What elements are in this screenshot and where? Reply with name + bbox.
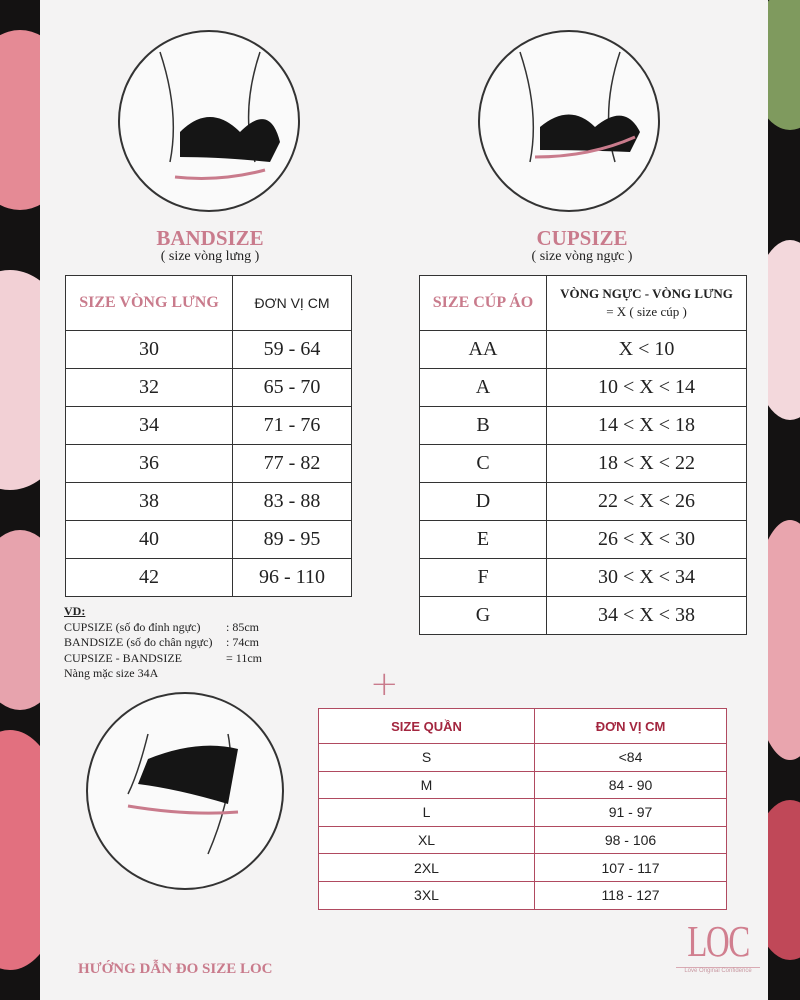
example-conclusion: Nàng mặc size 34A (64, 666, 159, 680)
table-row (420, 597, 747, 635)
table-cell: M (319, 771, 535, 799)
table-row (420, 331, 747, 369)
example-line (64, 651, 262, 667)
table-cell: X < 10 (547, 331, 747, 369)
cupsize-subtitle: ( size vòng ngực ) (531, 249, 633, 264)
table-row (66, 483, 352, 521)
table-row (66, 559, 352, 597)
table-cell: 91 - 97 (535, 799, 727, 827)
table-cell: 65 - 70 (233, 369, 352, 407)
example-value: = 11cm (226, 650, 262, 665)
plus-decoration: + (370, 664, 399, 704)
table-cell: 14 < X < 18 (547, 407, 747, 445)
column-header: SIZE QUẦN (319, 709, 535, 744)
cupsize-title: CUPSIZE (536, 226, 628, 250)
table-row (319, 771, 727, 799)
example-label: VD: (64, 604, 86, 618)
bandsize-table (65, 275, 352, 597)
table-row (420, 407, 747, 445)
table-row (420, 445, 747, 483)
table-row (420, 369, 747, 407)
table-cell: D (420, 483, 547, 521)
table-row (319, 826, 727, 854)
example-term: CUPSIZE - BANDSIZE (64, 650, 183, 665)
table-cell: 2XL (319, 854, 535, 882)
table-cell: 26 < X < 30 (547, 521, 747, 559)
column-header: ĐƠN VỊ CM (233, 276, 352, 331)
cupsize-illustration (478, 30, 660, 212)
table-cell: S (319, 744, 535, 772)
table-row (420, 521, 747, 559)
table-row (66, 521, 352, 559)
logo-tagline: Love Original Confidence (676, 967, 760, 974)
pants-size-table (318, 708, 727, 910)
table-cell: 59 - 64 (233, 331, 352, 369)
table-cell: 36 (66, 445, 233, 483)
table-cell: 30 (66, 331, 233, 369)
header-line: VÒNG NGỰC - VÒNG LƯNG (560, 286, 733, 301)
cupsize-table (419, 275, 747, 635)
column-header (547, 276, 747, 331)
table-cell: AA (420, 331, 547, 369)
table-cell: G (420, 597, 547, 635)
table-cell: E (420, 521, 547, 559)
example-term: CUPSIZE (số đo đỉnh ngực) (64, 619, 201, 634)
table-cell: 96 - 110 (233, 559, 352, 597)
table-cell: 98 - 106 (535, 826, 727, 854)
table-cell: 3XL (319, 881, 535, 909)
loc-logo (676, 917, 760, 974)
example-value: : 74cm (226, 635, 259, 649)
pants-illustration (86, 692, 284, 890)
bandsize-subtitle: ( size vòng lưng ) (160, 249, 260, 264)
table-row (319, 799, 727, 827)
table-cell: 34 < X < 38 (547, 597, 747, 635)
logo-mark: LOC (687, 917, 749, 966)
table-cell: 40 (66, 521, 233, 559)
table-cell: <84 (535, 744, 727, 772)
table-cell: XL (319, 826, 535, 854)
table-row (319, 854, 727, 882)
bandsize-illustration (118, 30, 300, 212)
table-row (66, 331, 352, 369)
table-cell: 84 - 90 (535, 771, 727, 799)
table-cell: 38 (66, 483, 233, 521)
table-cell: 10 < X < 14 (547, 369, 747, 407)
table-cell: F (420, 559, 547, 597)
table-cell: A (420, 369, 547, 407)
header-line: = X ( size cúp ) (606, 304, 687, 319)
table-cell: 77 - 82 (233, 445, 352, 483)
table-cell: L (319, 799, 535, 827)
table-row (66, 407, 352, 445)
table-cell: 107 - 117 (535, 854, 727, 882)
table-cell: 71 - 76 (233, 407, 352, 445)
table-cell: C (420, 445, 547, 483)
column-header: ĐƠN VỊ CM (535, 709, 727, 744)
example-term: BANDSIZE (số đo chân ngực) (64, 635, 213, 649)
example-line (64, 620, 262, 636)
example-note (64, 604, 262, 682)
table-cell: B (420, 407, 547, 445)
example-value: : 85cm (226, 619, 259, 634)
footer-title: HƯỚNG DẪN ĐO SIZE LOC (78, 961, 273, 977)
bandsize-title: BANDSIZE (156, 226, 264, 250)
column-header: SIZE VÒNG LƯNG (66, 276, 233, 331)
table-row (420, 559, 747, 597)
table-row (319, 744, 727, 772)
column-header: SIZE CÚP ÁO (420, 276, 547, 331)
table-cell: 34 (66, 407, 233, 445)
example-line (64, 635, 262, 651)
table-cell: 32 (66, 369, 233, 407)
table-cell: 83 - 88 (233, 483, 352, 521)
table-cell: 42 (66, 559, 233, 597)
table-row (66, 369, 352, 407)
table-cell: 118 - 127 (535, 881, 727, 909)
table-cell: 22 < X < 26 (547, 483, 747, 521)
table-row (66, 445, 352, 483)
table-cell: 30 < X < 34 (547, 559, 747, 597)
table-cell: 18 < X < 22 (547, 445, 747, 483)
table-cell: 89 - 95 (233, 521, 352, 559)
table-row (319, 881, 727, 909)
table-row (420, 483, 747, 521)
